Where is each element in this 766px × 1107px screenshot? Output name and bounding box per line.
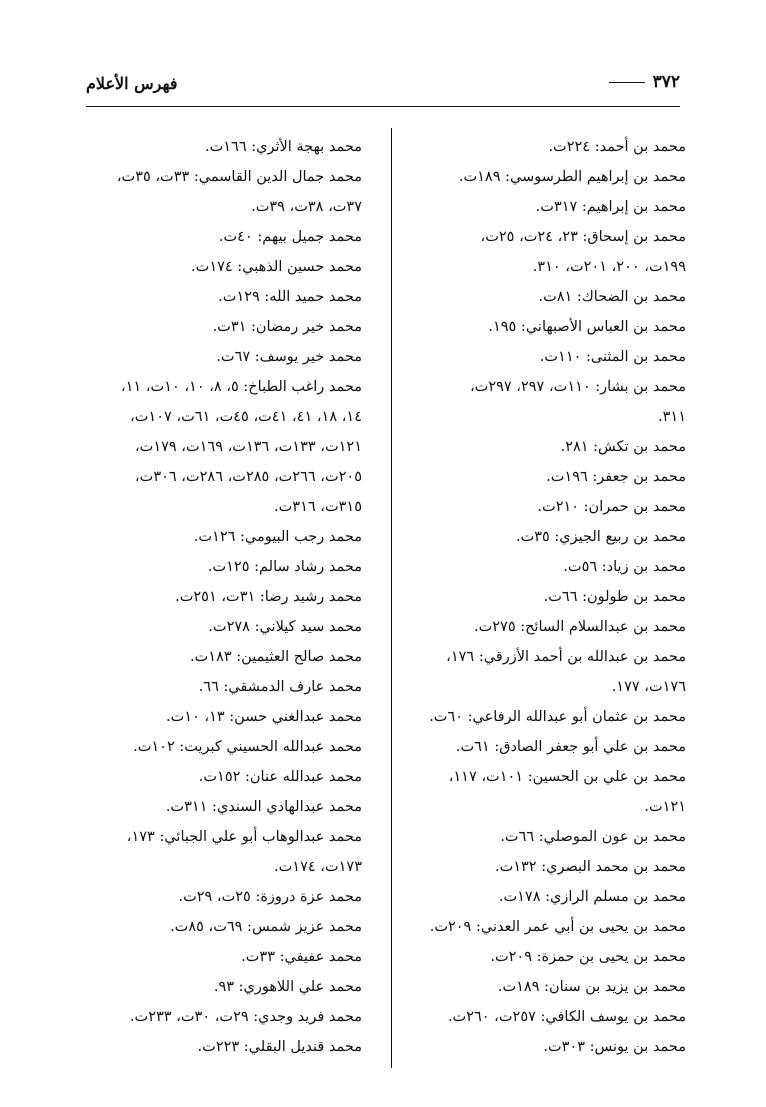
index-entry [72, 252, 362, 282]
index-entry-line: محمد رجب البيومي: ١٢٦ت. [193, 529, 362, 545]
index-entry-line: محمد عارف الدمشقي: ٦٦. [198, 679, 362, 695]
index-entry [72, 312, 362, 342]
index-entry-line: محمد عبدالله عنان: ١٥٢ت. [198, 769, 362, 785]
index-entry-line: محمد حميد الله: ١٢٩ت. [218, 289, 362, 305]
index-entry [396, 942, 686, 972]
index-entry-line: محمد عفيفي: ٣٣ت. [241, 949, 362, 965]
index-entry [72, 162, 362, 222]
index-entry-line: محمد بن بشار: ١١٠ت، ٢٩٧، ٢٩٧ت، [469, 379, 686, 395]
index-entry-line: محمد بهجة الأثري: ١٦٦ت. [204, 139, 362, 155]
index-entry [396, 972, 686, 1002]
index-entry [72, 222, 362, 252]
index-entry [396, 462, 686, 492]
index-entry [72, 912, 362, 942]
column-divider [391, 128, 392, 1068]
index-entry-line: محمد عبدالهادي السندي: ٣١١ت. [165, 799, 362, 815]
page-number-dash [609, 82, 645, 83]
index-entry-line: محمد قنديل البقلي: ٢٢٣ت. [197, 1039, 362, 1055]
index-entry-line: محمد عبدالغني حسن: ١٣، ١٠ت. [165, 709, 362, 725]
index-entry-line: محمد حسين الذهبي: ١٧٤ت. [191, 259, 362, 275]
index-entry-line: محمد بن إبراهيم: ٣١٧ت. [535, 199, 686, 215]
index-entry-line: محمد بن المثنى: ١١٠ت. [539, 349, 686, 365]
index-entry [396, 732, 686, 762]
index-entry [72, 282, 362, 312]
index-entry-line: محمد بن أحمد: ٢٢٤ت. [548, 139, 686, 155]
index-entry-line: محمد عزيز شمس: ٦٩ت، ٨٥ت. [170, 919, 362, 935]
index-entry [72, 342, 362, 372]
index-entry [396, 552, 686, 582]
index-entry [72, 372, 362, 522]
index-entry-line: محمد بن علي أبو جعفر الصادق: ٦١ت. [455, 739, 686, 755]
index-entry-line: محمد جمال الدين القاسمي: ٣٣ت، ٣٥ت، [116, 169, 362, 185]
index-entry [72, 882, 362, 912]
index-entry-line: محمد بن جعفر: ١٩٦ت. [546, 469, 686, 485]
index-entry [72, 582, 362, 612]
index-entry-line: محمد بن إبراهيم الطرسوسي: ١٨٩ت. [458, 169, 686, 185]
index-entry [396, 342, 686, 372]
index-entry-line: محمد بن عون الموصلي: ٦٦ت. [500, 829, 686, 845]
index-entry [396, 612, 686, 642]
index-entry-line: محمد بن علي بن الحسين: ١٠١ت، ١١٧، [448, 769, 686, 785]
index-entry-line: محمد بن إسحاق: ٢٣، ٢٤ت، ٢٥ت، [480, 229, 686, 245]
index-entry [396, 522, 686, 552]
index-entry-continuation: ١٤، ١٨، ٤١، ٤١ت، ٤٥ت، ٦١ت، ١٠٧ت، [130, 409, 362, 425]
index-entry-line: محمد بن تكش: ٢٨١. [560, 439, 686, 455]
index-entry-line: محمد خير رمضان: ٣١ت. [212, 319, 362, 335]
index-entry-line: محمد بن عثمان أبو عبدالله الرفاعي: ٦٠ت. [429, 709, 686, 725]
index-entry-line: محمد بن زياد: ٥٦ت. [563, 559, 686, 575]
index-entry-line: محمد بن يوسف الكافي: ٢٥٧ت، ٢٦٠ت. [447, 1009, 686, 1025]
index-entry-continuation: ١٧٣ت، ١٧٤ت. [274, 859, 362, 875]
index-entry [396, 372, 686, 432]
index-entry-line: محمد جميل بيهم: ٤٠ت. [218, 229, 362, 245]
index-entry [396, 162, 686, 192]
index-entry [396, 882, 686, 912]
index-entry [72, 612, 362, 642]
index-entry-line: محمد بن طولون: ٦٦ت. [543, 589, 686, 605]
page-header [0, 72, 766, 112]
index-entry-continuation: ١٢١ت. [644, 799, 686, 815]
index-entry [72, 942, 362, 972]
index-entry [72, 522, 362, 552]
index-entry-line: محمد سيد كيلاني: ٢٧٨ت. [208, 619, 362, 635]
index-entry-line: محمد عزة دروزة: ٢٥ت، ٢٩ت. [178, 889, 362, 905]
index-entry-line: محمد بن مسلم الرازي: ١٧٨ت. [498, 889, 686, 905]
index-entry-line: محمد بن محمد البصري: ١٣٢ت. [494, 859, 686, 875]
index-entry-line: محمد خير يوسف: ٦٧ت. [216, 349, 362, 365]
index-entry-continuation: ١٢١ت، ١٣٣ت، ١٣٦ت، ١٦٩ت، ١٧٩ت، [134, 439, 362, 455]
index-entry-continuation: ١٧٦ت، ١٧٧. [611, 679, 686, 695]
index-entry-line: محمد راغب الطباخ: ٥، ٨، ١٠، ١٠ت، ١١، [120, 379, 362, 395]
index-entry [396, 192, 686, 222]
index-entry [396, 1032, 686, 1062]
index-entry [72, 732, 362, 762]
index-entry-line: محمد فريد وجدي: ٢٩ت، ٣٠ت، ٢٣٣ت. [129, 1009, 362, 1025]
index-entry-line: محمد بن يحيى بن أبي عمر العدني: ٢٠٩ت. [429, 919, 686, 935]
index-entry [396, 762, 686, 822]
index-entry [396, 282, 686, 312]
index-entry [72, 702, 362, 732]
index-entry-line: محمد رشيد رضا: ٣١ت، ٢٥١ت. [175, 589, 362, 605]
page-number [609, 72, 680, 92]
index-entry-line: محمد بن يونس: ٣٠٣ت. [543, 1039, 686, 1055]
index-entry-line: محمد عبدالله الحسيني كبريت: ١٠٢ت. [133, 739, 362, 755]
index-entry-line: محمد بن عبدالله بن أحمد الأزرقي: ١٧٦، [446, 649, 686, 665]
index-entry-continuation: ٣١٥ت، ٣١٦ت. [274, 499, 362, 515]
page-title: فهرس الأعلام [86, 74, 178, 93]
index-entry [72, 1002, 362, 1032]
index-entry [396, 822, 686, 852]
index-entry-continuation: ١٩٩ت، ٢٠٠، ٢٠١ت، ٣١٠. [532, 259, 686, 275]
index-entry [72, 132, 362, 162]
index-entry-line: محمد بن يزيد بن سنان: ١٨٩ت. [497, 979, 686, 995]
index-entry-line: محمد صالح العثيمين: ١٨٣ت. [190, 649, 362, 665]
header-rule [86, 106, 680, 107]
index-entry [72, 762, 362, 792]
index-entry [72, 552, 362, 582]
index-entry [72, 972, 362, 1002]
index-entry [72, 822, 362, 882]
page-number-text: ٣٧٢ [652, 72, 680, 92]
index-entry [396, 312, 686, 342]
index-column-right [396, 132, 686, 1062]
index-entry [72, 672, 362, 702]
index-entry [396, 432, 686, 462]
index-entry-line: محمد بن حمران: ٢١٠ت. [537, 499, 686, 515]
index-column-left [72, 132, 362, 1062]
index-entry-line: محمد بن عبدالسلام السائح: ٢٧٥ت. [473, 619, 686, 635]
index-entry-line: محمد بن العباس الأصبهاني: ١٩٥. [488, 319, 686, 335]
index-entry-line: محمد علي اللاهوري: ٩٣. [213, 979, 362, 995]
index-entry-line: محمد رشاد سالم: ١٢٥ت. [207, 559, 362, 575]
index-entry [396, 912, 686, 942]
index-entry [72, 1032, 362, 1062]
index-entry-continuation: ٣٧ت، ٣٨ت، ٣٩ت. [251, 199, 362, 215]
index-entry [396, 642, 686, 702]
index-entry-continuation: ٣١١. [658, 409, 686, 425]
index-entry-continuation: ٢٠٥ت، ٢٦٦ت، ٢٨٥ت، ٢٨٦ت، ٣٠٦ت، [134, 469, 362, 485]
index-entry [396, 702, 686, 732]
index-entry-line: محمد بن ربيع الجيزي: ٣٥ت. [515, 529, 686, 545]
index-entry [72, 792, 362, 822]
index-entry [396, 852, 686, 882]
index-entry-line: محمد بن يحيى بن حمزة: ٢٠٩ت. [490, 949, 686, 965]
index-entry [396, 492, 686, 522]
index-entry [396, 582, 686, 612]
index-entry [396, 132, 686, 162]
index-entry [72, 642, 362, 672]
index-entry-line: محمد بن الضحاك: ٨١ت. [538, 289, 686, 305]
index-entry-line: محمد عبدالوهاب أبو علي الجبائي: ١٧٣، [126, 829, 362, 845]
index-entry [396, 222, 686, 282]
index-entry [396, 1002, 686, 1032]
